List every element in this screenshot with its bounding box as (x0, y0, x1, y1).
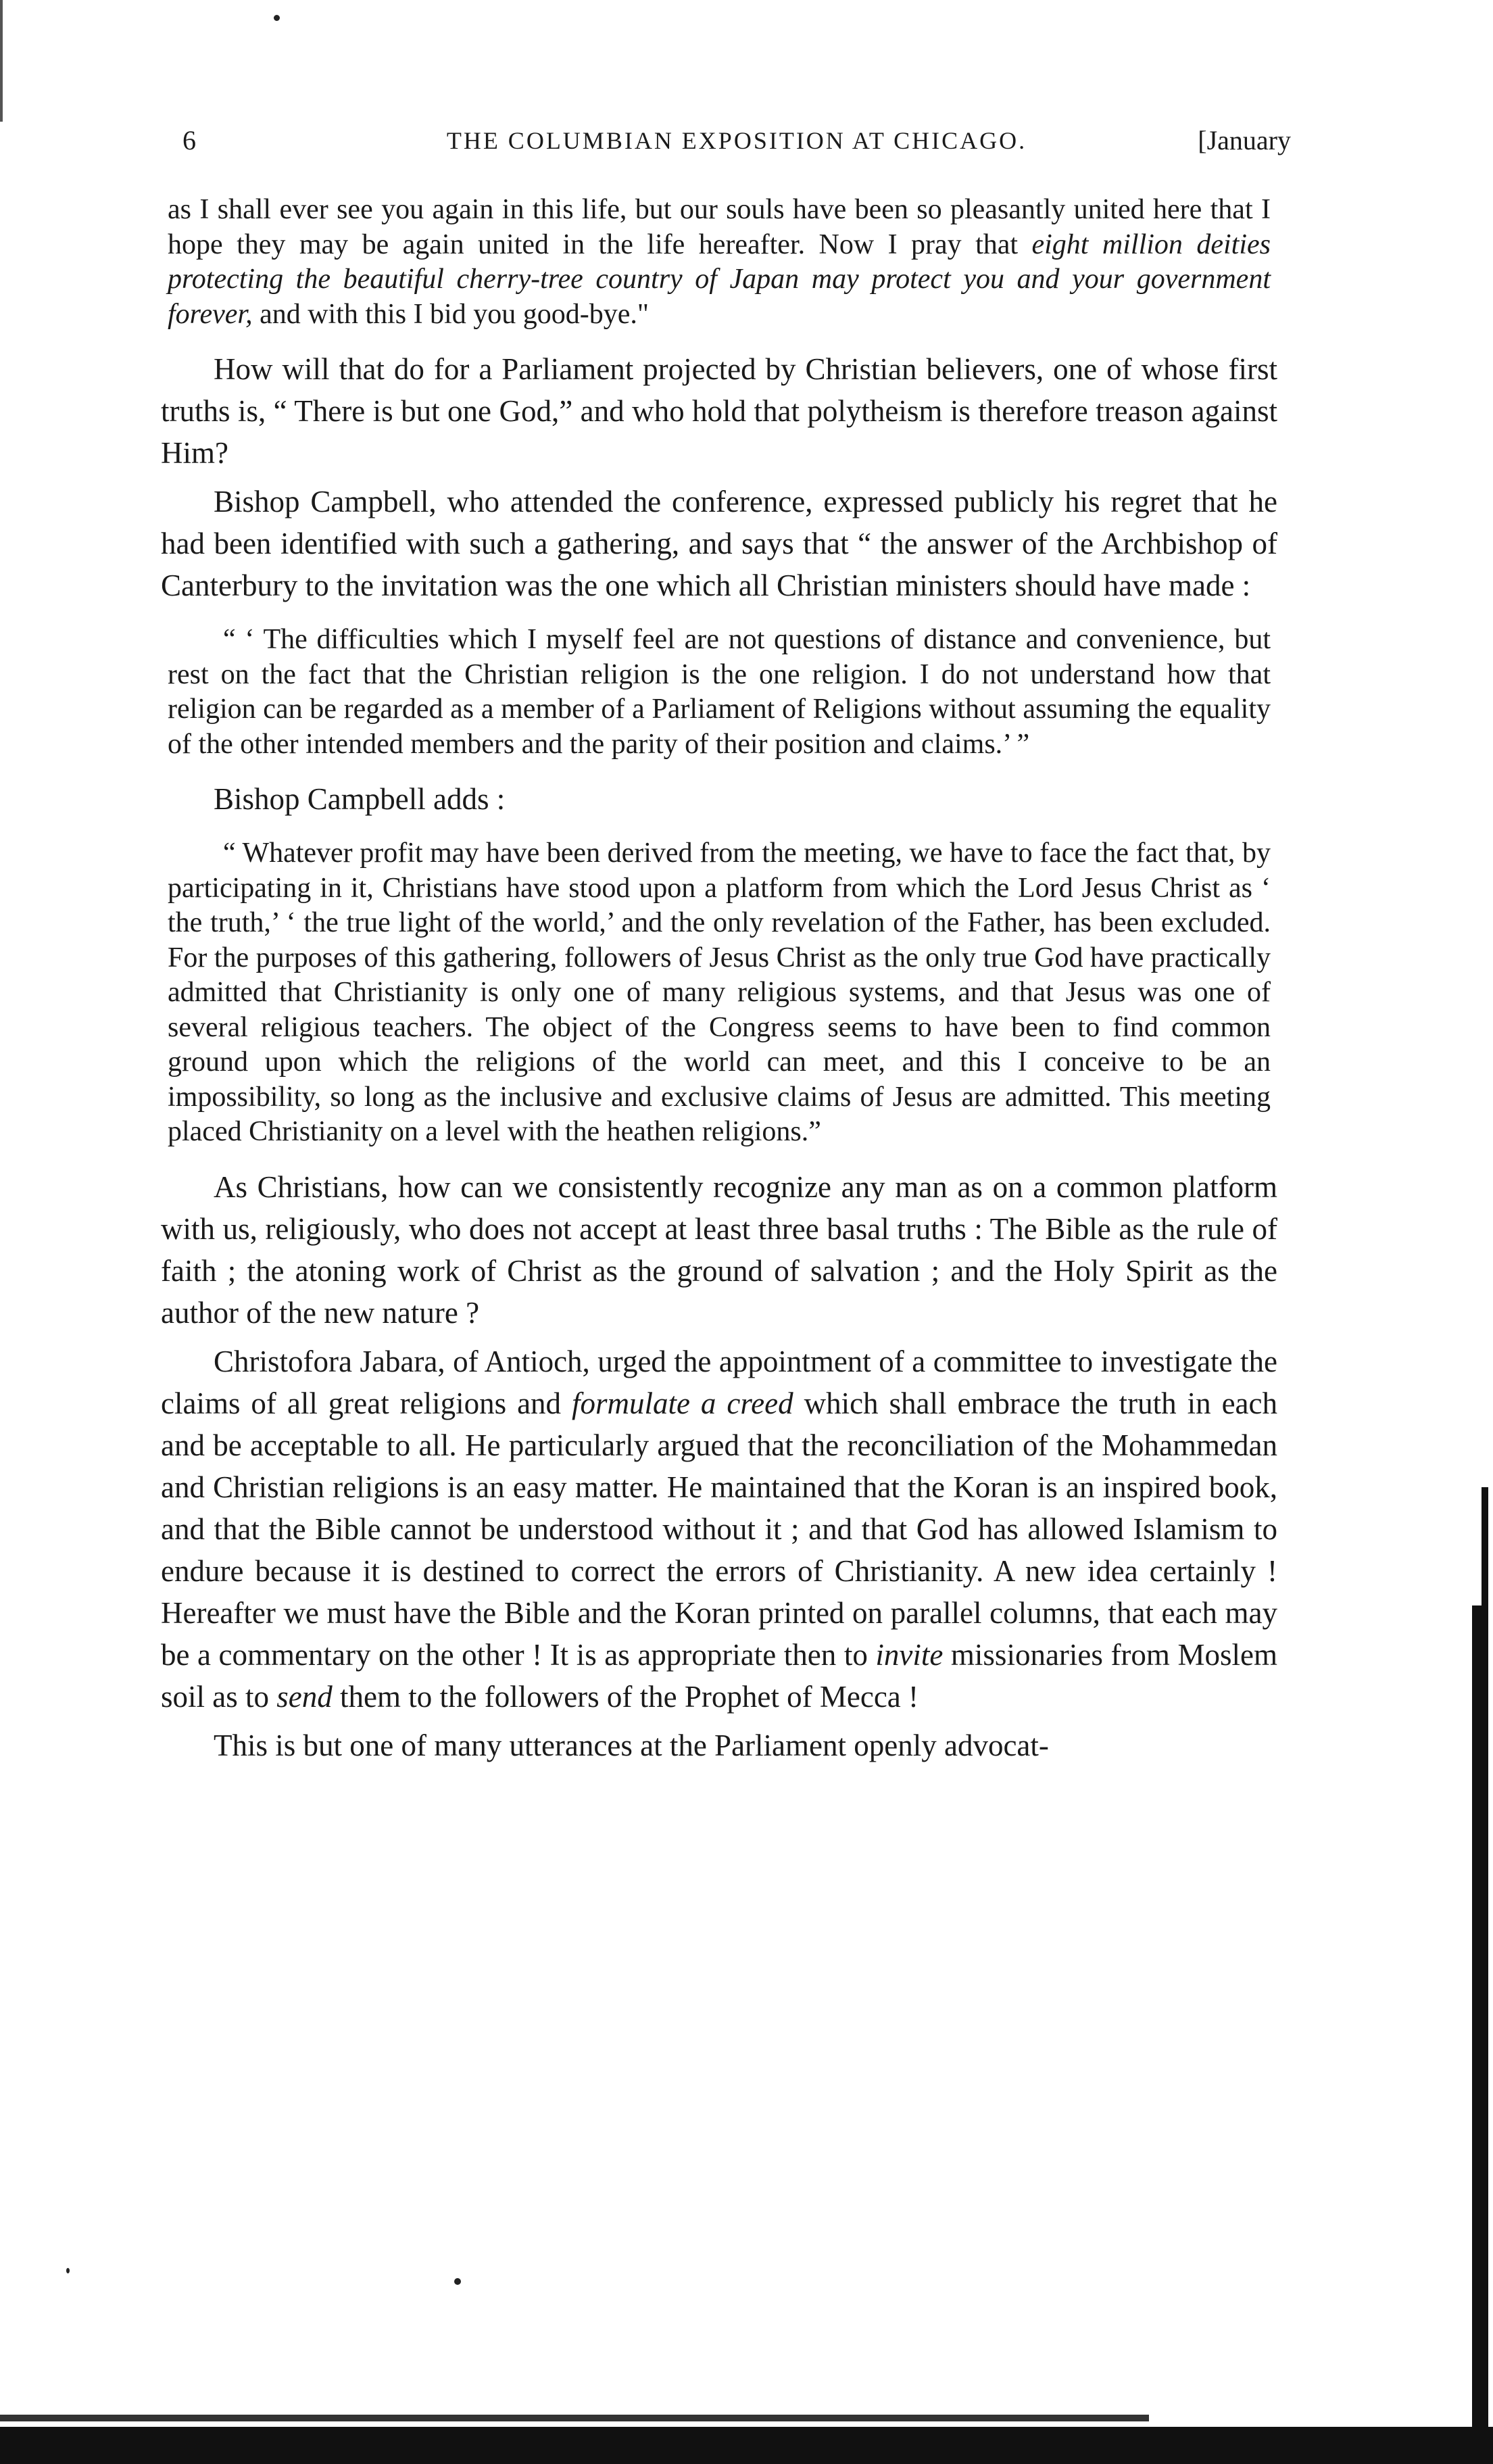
bottom-edge-line (0, 2415, 1149, 2421)
paragraph: How will that do for a Parliament projected by Christian believers, one of whose first truths is, “ There is but one God,” and who hold that polytheism is therefore treason against Him? (161, 352, 1277, 470)
text-column (161, 193, 1277, 1766)
left-margin-artifact (0, 0, 3, 122)
speck (66, 2268, 70, 2273)
speck (454, 2278, 461, 2285)
italic-phrase: send (276, 1679, 333, 1714)
italic-phrase: invite (875, 1637, 944, 1672)
quote-text: as I shall ever see you again in this life, but our souls have been so pleasantly united here that I hope they may be again united in the life hereafter. Now I pray that (168, 194, 1271, 260)
paragraph-text: Christofora Jabara, of Antioch, urged the appointment of a committee to investigate the claims of all great religions and (161, 1344, 1277, 1420)
paragraph: As Christians, how can we consistently recognize any man as on a common platform with us, religiously, who does not accept at least three basal truths : The Bible as the rule of faith ; the atoning work of Christ as the ground of salvation ; and the Holy Spirit as the author of the new nature ? (161, 1169, 1277, 1330)
italic-phrase: eight million deities protecting the beautiful cherry-tree country of Japan may protect you and your government forever, (168, 228, 1271, 330)
paragraph: This is but one of many utterances at the Parliament openly advocat- (214, 1728, 1049, 1762)
paragraph (161, 1340, 1277, 1718)
block-quote: “ Whatever profit may have been derived from the meeting, we have to face the fact that, by participating in it, Christians have stood upon a platform from which the Lord Jesus Christ as ‘ the truth,’ ‘ the true light of the world,’ and the only revelation of the Father, has been excluded. For the purposes of this gathering, followers of Jesus Christ as the only true God have practically admitted that Christianity is only one of many religious systems, and that Jesus was one of several religious teachers. The object of the Congress seems to have been to find common ground upon which the religions of the world can meet, and this I conceive to be an impossibility, so long as the inclusive and exclusive claims of Jesus are admitted. This meeting placed Christianity on a level with the heathen religions.” (168, 838, 1271, 1147)
header-date: [January (1198, 125, 1291, 155)
paragraph: Bishop Campbell, who attended the conference, expressed publicly his regret that he had been identified with such a gathering, and says that “ the answer of the Archbishop of Canterbury to the invitation was the one which all Christian ministers should have made : (161, 485, 1277, 602)
running-title: THE COLUMBIAN EXPOSITION AT CHICAGO. (446, 127, 1027, 154)
italic-phrase: formulate a creed (571, 1386, 793, 1420)
running-header (182, 120, 1291, 161)
block-quote: “ ‘ The difficulties which I myself feel are not questions of distance and convenience, but rest on the fact that the Christian religion is the one religion. I do not understand how that religion can be regarded as a member of a Parliament of Religions without assuming the equality of the other intended members and the parity of their position and claims.’ ” (168, 624, 1271, 760)
paragraph-text: them to the followers of the Prophet of Mecca ! (332, 1679, 919, 1714)
right-edge-shadow (1472, 1605, 1488, 2464)
bottom-edge-shadow (0, 2427, 1493, 2464)
right-edge-shadow-upper (1482, 1487, 1488, 1609)
quote-continuation (161, 193, 1277, 332)
speck (274, 15, 280, 21)
paragraph: Bishop Campbell adds : (214, 782, 506, 816)
paragraph-text: which shall embrace the truth in each and be acceptable to all. He particularly argued that the reconciliation of the Mohammedan and Christian religions is an easy matter. He maintained that the Koran is an inspired book, and that the Bible cannot be understood without it ; and that God has allowed Islamism to endure because it is destined to correct the errors of Christianity. A new idea certainly ! Hereafter we must have the Bible and the Koran printed on parallel columns, that each may be a commentary on the other ! It is as appropriate then to (161, 1386, 1277, 1672)
paragraph-text: missionaries from Moslem soil as to (161, 1637, 1277, 1714)
quote-text-end: and with this I bid you good-bye." (252, 298, 649, 330)
page-number: 6 (182, 125, 196, 155)
